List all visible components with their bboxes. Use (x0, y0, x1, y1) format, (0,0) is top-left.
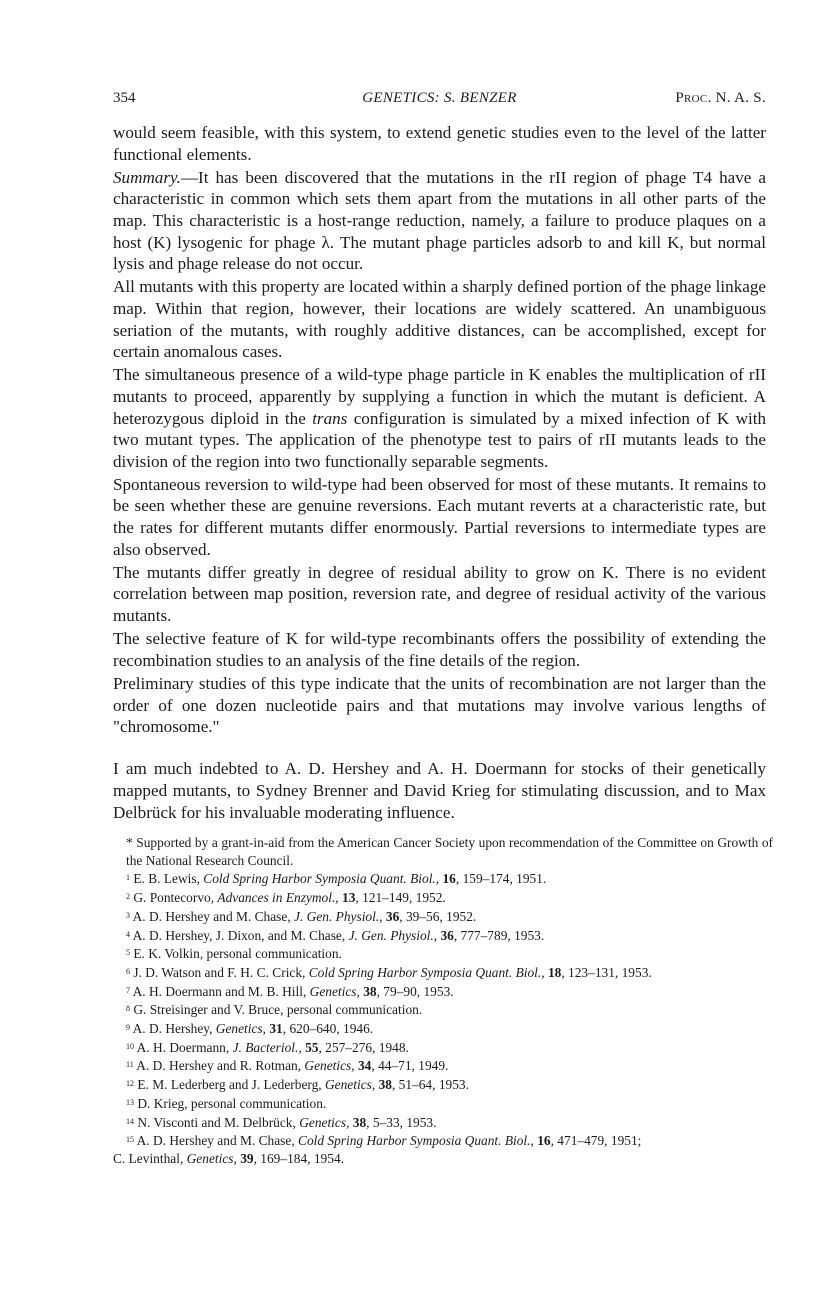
ref-volume: 39 (240, 1150, 254, 1166)
ref-sep: , (233, 1150, 241, 1166)
ref-journal: Cold Spring Harbor Symposia Quant. Biol. (298, 1133, 531, 1149)
ref-authors: A. D. Hershey, (130, 1021, 216, 1037)
ref-journal: J. Bacteriol. (232, 1039, 299, 1055)
footnote (113, 1131, 773, 1150)
ref-journal: Advances in Enzymol. (217, 890, 336, 906)
paragraph-reversion: Spontaneous reversion to wild-type had been observed for most of these mutants. It remains to be seen whether these are genuine reversions. Each mutant reverts at a characteristic rate, but the rates for different mutants differ enormously. Partial reversions to intermediate types are also observed. (113, 474, 766, 559)
footnote-number: 2 (126, 892, 130, 902)
ref-journal: J. Gen. Physiol. (294, 908, 380, 924)
ref-journal: Cold Spring Harbor Symposia Quant. Biol. (203, 871, 436, 887)
ref-sep: , (335, 890, 342, 906)
body-text (113, 122, 766, 738)
running-header (113, 90, 766, 112)
ref-sep: , (356, 983, 364, 999)
ref-volume: 31 (269, 1021, 283, 1037)
ref-authors: E. B. Lewis, (130, 871, 204, 887)
ref-journal: Genetics (299, 1114, 347, 1130)
ref-journal: Genetics (186, 1150, 234, 1166)
ref-volume: 38 (363, 983, 377, 999)
ref-authors: A. D. Hershey, J. Dixon, and M. Chase, (130, 927, 349, 943)
acknowledgment (113, 758, 766, 824)
footnote-star: * Supported by a grant-in-aid from the American Cancer Society upon recommendation of the Committee on Growth of the National Research Council. (126, 835, 773, 868)
ref-authors: E. M. Lederberg and J. Lederberg, (134, 1077, 325, 1093)
ref-sep: , (379, 908, 386, 924)
paragraph-selective-feature: The selective feature of K for wild-type recombinants offers the possibility of extending the recombination studies to an analysis of the fine details of the region. (113, 629, 766, 670)
ref-sep: , (541, 964, 548, 980)
ref-authors: G. Pontecorvo, (130, 890, 218, 906)
ref-journal: Genetics (215, 1021, 263, 1037)
ref-authors: J. D. Watson and F. H. C. Crick, (130, 964, 309, 980)
footnote-number: 10 (126, 1041, 134, 1051)
ref-volume: 18 (547, 964, 562, 980)
footnote-number: 12 (126, 1079, 134, 1089)
ref-authors: A. H. Doermann, (134, 1039, 233, 1055)
footnote (113, 869, 773, 888)
ref-journal: Genetics (304, 1058, 352, 1074)
ref-pages: , 257–276, 1948. (318, 1039, 409, 1055)
ref-volume: 38 (352, 1114, 367, 1130)
footnote-number: 9 (126, 1023, 130, 1033)
ref-authors: E. K. Volkin, personal communication. (130, 946, 342, 962)
ref-volume: 16 (442, 871, 456, 887)
paragraph-continuation: would seem feasible, with this system, to extend genetic studies even to the level of the latter functional elements. (113, 123, 766, 164)
page-number: 354 (113, 90, 136, 106)
italic-term: trans (312, 408, 348, 428)
footnote (113, 1038, 773, 1057)
ref-volume: 34 (357, 1058, 372, 1074)
footnote (113, 888, 773, 907)
footnote (113, 1075, 773, 1094)
ref-pages: , 471–479, 1951; (550, 1133, 642, 1149)
ref-authors: G. Streisinger and V. Bruce, personal communication. (130, 1002, 423, 1018)
ref-pages: , 79–90, 1953. (376, 983, 454, 999)
footnote (113, 1056, 773, 1075)
text-span: The simultaneous presence of a wild-type phage particle in K enables the multiplication of rII mutants to proceed, apparently by supplying a function in which the mutant is deficient. A heterozygous diploid in the (113, 365, 766, 428)
summary-text: —It has been discovered that the mutations in the rII region of phage T4 have a characteristic in common which sets them apart from the mutations in all other parts of the map. This characteristic is a host-range reduction, namely, a failure to produce plaques on a host (K) lysogenic for phage λ. The mutant phage particles adsorb to and kill K, but normal lysis and phage release do not occur. (113, 167, 766, 274)
footnote-continuation (113, 1150, 773, 1168)
journal-name: Proc. N. A. S. (675, 90, 766, 106)
ref-sep: , (351, 1058, 358, 1074)
footnote-number: 1 (126, 873, 130, 883)
ref-pages: , 44–71, 1949. (371, 1058, 449, 1074)
ref-authors: A. D. Hershey and R. Rotman, (133, 1058, 305, 1074)
ref-volume: 36 (385, 908, 400, 924)
footnote-number: 13 (126, 1097, 134, 1107)
footnote-number: 14 (126, 1116, 134, 1126)
text-span: configuration is simulated by a mixed infection of K with two mutant types. The application of the phenotype test to pairs of rII mutants leads to the division of the region into two functionally separable segments. (113, 408, 766, 471)
footnote-number: 6 (126, 966, 130, 976)
paragraph-summary (113, 167, 766, 275)
ref-journal: Genetics (309, 983, 357, 999)
ref-volume: 36 (440, 927, 454, 943)
footnote-number: 15 (126, 1135, 134, 1145)
ref-sep: , (262, 1021, 270, 1037)
footnote (113, 1094, 773, 1113)
ref-pages: , 620–640, 1946. (282, 1021, 374, 1037)
ref-pages: , 123–131, 1953. (561, 964, 652, 980)
footnote-number: 4 (126, 929, 130, 939)
ref-journal: Genetics (325, 1077, 372, 1093)
ref-sep: , (371, 1077, 379, 1093)
paragraph-mutant-locations: All mutants with this property are located within a sharply defined portion of the phage linkage map. Within that region, however, their locations are widely scattered. An unambiguous seriation of the mutants, with roughly additive distances, can be accomplished, except for certain anomalous cases. (113, 277, 766, 362)
footnote-number: 7 (126, 985, 130, 995)
ref-pages: , 39–56, 1952. (399, 908, 477, 924)
footnotes (113, 834, 773, 1168)
ref-volume: 13 (342, 890, 356, 906)
ref-volume: 38 (378, 1077, 392, 1093)
acknowledgment-text: I am much indebted to A. D. Hershey and A. H. Doermann for stocks of their genetically mapped mutants, to Sydney Brenner and David Krieg for stimulating discussion, and to Max Delbrück for his invaluable moderating influence. (113, 759, 766, 822)
ref-volume: 55 (305, 1039, 319, 1055)
ref-pages: , 121–149, 1952. (355, 890, 446, 906)
ref-authors: D. Krieg, personal communication. (134, 1095, 327, 1111)
footnote (113, 963, 773, 982)
ref-pages: , 777–789, 1953. (453, 927, 545, 943)
footnote-number: 3 (126, 910, 130, 920)
summary-heading: Summary. (113, 167, 181, 187)
ref-authors: A. H. Doermann and M. B. Hill, (130, 983, 310, 999)
ref-authors: A. D. Hershey and M. Chase, (134, 1133, 299, 1149)
paragraph-residual-ability: The mutants differ greatly in degree of residual ability to grow on K. There is no evident correlation between map position, reversion rate, and degree of residual activity of the various mutants. (113, 562, 766, 626)
ref-authors: C. Levinthal, (113, 1150, 187, 1166)
ref-sep: , (435, 871, 443, 887)
footnote (113, 907, 773, 926)
ref-pages: , 5–33, 1953. (366, 1114, 437, 1130)
footnote (113, 1019, 773, 1038)
ref-authors: N. Visconti and M. Delbrück, (134, 1114, 300, 1130)
paragraph-complementation (113, 364, 766, 472)
footnote (113, 1000, 773, 1019)
footnote-number: 11 (126, 1060, 134, 1070)
ref-journal: J. Gen. Physiol. (348, 927, 434, 943)
ref-sep: , (346, 1114, 353, 1130)
ref-pages: , 51–64, 1953. (391, 1077, 469, 1093)
paragraph-preliminary-studies: Preliminary studies of this type indicate that the units of recombination are not larger than the order of one dozen nucleotide pairs and that mutations may involve various lengths of "chromosome." (113, 674, 766, 737)
ref-volume: 16 (537, 1133, 551, 1149)
footnote-number: 5 (126, 948, 130, 958)
ref-pages: , 169–184, 1954. (253, 1150, 344, 1166)
ref-journal: Cold Spring Harbor Symposia Quant. Biol. (308, 964, 542, 980)
footnote (113, 982, 773, 1001)
ref-sep: , (298, 1039, 306, 1055)
ref-sep: , (530, 1133, 538, 1149)
ref-authors: A. D. Hershey and M. Chase, (130, 908, 295, 924)
footnote (113, 926, 773, 945)
footnote (113, 944, 773, 963)
running-title: GENETICS: S. BENZER (362, 90, 517, 106)
footnote-number: 8 (126, 1004, 130, 1014)
footnote (113, 1113, 773, 1132)
ref-pages: , 159–174, 1951. (455, 871, 547, 887)
ref-sep: , (433, 927, 441, 943)
